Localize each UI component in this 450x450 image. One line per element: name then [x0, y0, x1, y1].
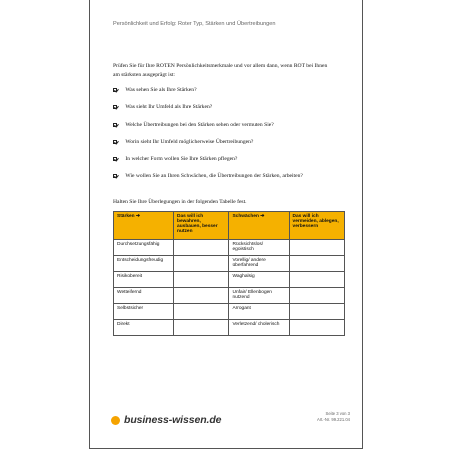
keep-input-cell[interactable] [174, 304, 229, 320]
checkbox-checked-icon [113, 105, 117, 109]
weakness-cell: Waghalsig [229, 272, 289, 288]
avoid-input-cell[interactable] [289, 320, 344, 336]
logo-dot-icon [111, 416, 120, 425]
checkbox-checked-icon [113, 157, 117, 161]
checklist-item [113, 172, 343, 181]
strength-cell: Entscheidungsfreudig [114, 256, 174, 272]
table-intro: Halten Sie Ihre Überlegungen in der folgenden Tabelle fest. [113, 199, 247, 205]
keep-input-cell[interactable] [174, 240, 229, 256]
keep-input-cell[interactable] [174, 272, 229, 288]
header-staerken: Stärken ➔ [114, 212, 174, 240]
checklist-item [113, 86, 343, 95]
table-row [114, 240, 345, 256]
keep-input-cell[interactable] [174, 256, 229, 272]
checklist-item-text: Was sehen Sie als Ihre Stärken? [125, 87, 197, 93]
table-header-row [114, 212, 345, 240]
strength-cell: Wetteifernd [114, 288, 174, 304]
strength-cell: Direkt [114, 320, 174, 336]
checklist-item-text: Worin sieht Ihr Umfeld möglicherweise Übertreibungen? [125, 139, 254, 145]
weakness-cell: Arrogant [229, 304, 289, 320]
checkbox-checked-icon [113, 123, 117, 127]
weakness-cell: Unfair/ Ellenbogen nutzend [229, 288, 289, 304]
page-number: Seite 3 von 3 [325, 411, 350, 416]
strength-cell: Selbstsicher [114, 304, 174, 320]
header-vermeiden: Das will ich vermeiden, ablegen, verbessern [289, 212, 344, 240]
avoid-input-cell[interactable] [289, 240, 344, 256]
strength-cell: Risikobereit [114, 272, 174, 288]
brand-logo[interactable] [111, 414, 221, 426]
intro-paragraph: Prüfen Sie für Ihre ROTEN Persönlichkeitsmerkmale und vor allem dann, wenn ROT bei Ihnen am stärksten ausgeprägt ist: [113, 63, 328, 78]
checkbox-checked-icon [113, 140, 117, 144]
checklist-item [113, 103, 343, 112]
checklist-item-text: Welche Übertreibungen bei den Stärken sehen oder vermuten Sie? [125, 122, 274, 128]
header-schwaechen: Schwächen ➔ [229, 212, 289, 240]
article-number: Art.-Nr. 99.221.04 [316, 417, 350, 422]
checklist-item [113, 138, 343, 147]
reflection-table [113, 211, 345, 336]
avoid-input-cell[interactable] [289, 304, 344, 320]
document-page [89, 0, 363, 449]
keep-input-cell[interactable] [174, 320, 229, 336]
logo-text: business-wissen.de [124, 414, 222, 426]
weakness-cell: Vorellig/ andere überfahrend [229, 256, 289, 272]
checklist-item-text: In welcher Form wollen Sie Ihre Stärken pflegen? [125, 156, 238, 162]
weakness-cell: Verletzend/ cholerisch [229, 320, 289, 336]
table-row [114, 256, 345, 272]
strength-cell: Durchsetzungsfähig [114, 240, 174, 256]
checklist-item-text: Was sieht Ihr Umfeld als Ihre Stärken? [125, 104, 213, 110]
table-row [114, 272, 345, 288]
avoid-input-cell[interactable] [289, 272, 344, 288]
checklist-item [113, 121, 343, 130]
header-bewahren: Das will ich bewahren, ausbauen, besser nutzen [174, 212, 229, 240]
keep-input-cell[interactable] [174, 288, 229, 304]
checkbox-checked-icon [113, 174, 117, 178]
page-header-title: Persönlichkeit und Erfolg: Roter Typ, Stärken und Übertreibungen [113, 21, 276, 27]
table-row [114, 320, 345, 336]
checklist-item-text: Wie wollen Sie an Ihren Schwächen, die Übertreibungen der Stärken, arbeiten? [125, 173, 303, 179]
avoid-input-cell[interactable] [289, 288, 344, 304]
table-row [114, 288, 345, 304]
table-row [114, 304, 345, 320]
weakness-cell: Rücksichtslos/ egoistisch [229, 240, 289, 256]
page-info [317, 411, 350, 423]
checklist-item [113, 155, 343, 164]
checkbox-checked-icon [113, 88, 117, 92]
avoid-input-cell[interactable] [289, 256, 344, 272]
